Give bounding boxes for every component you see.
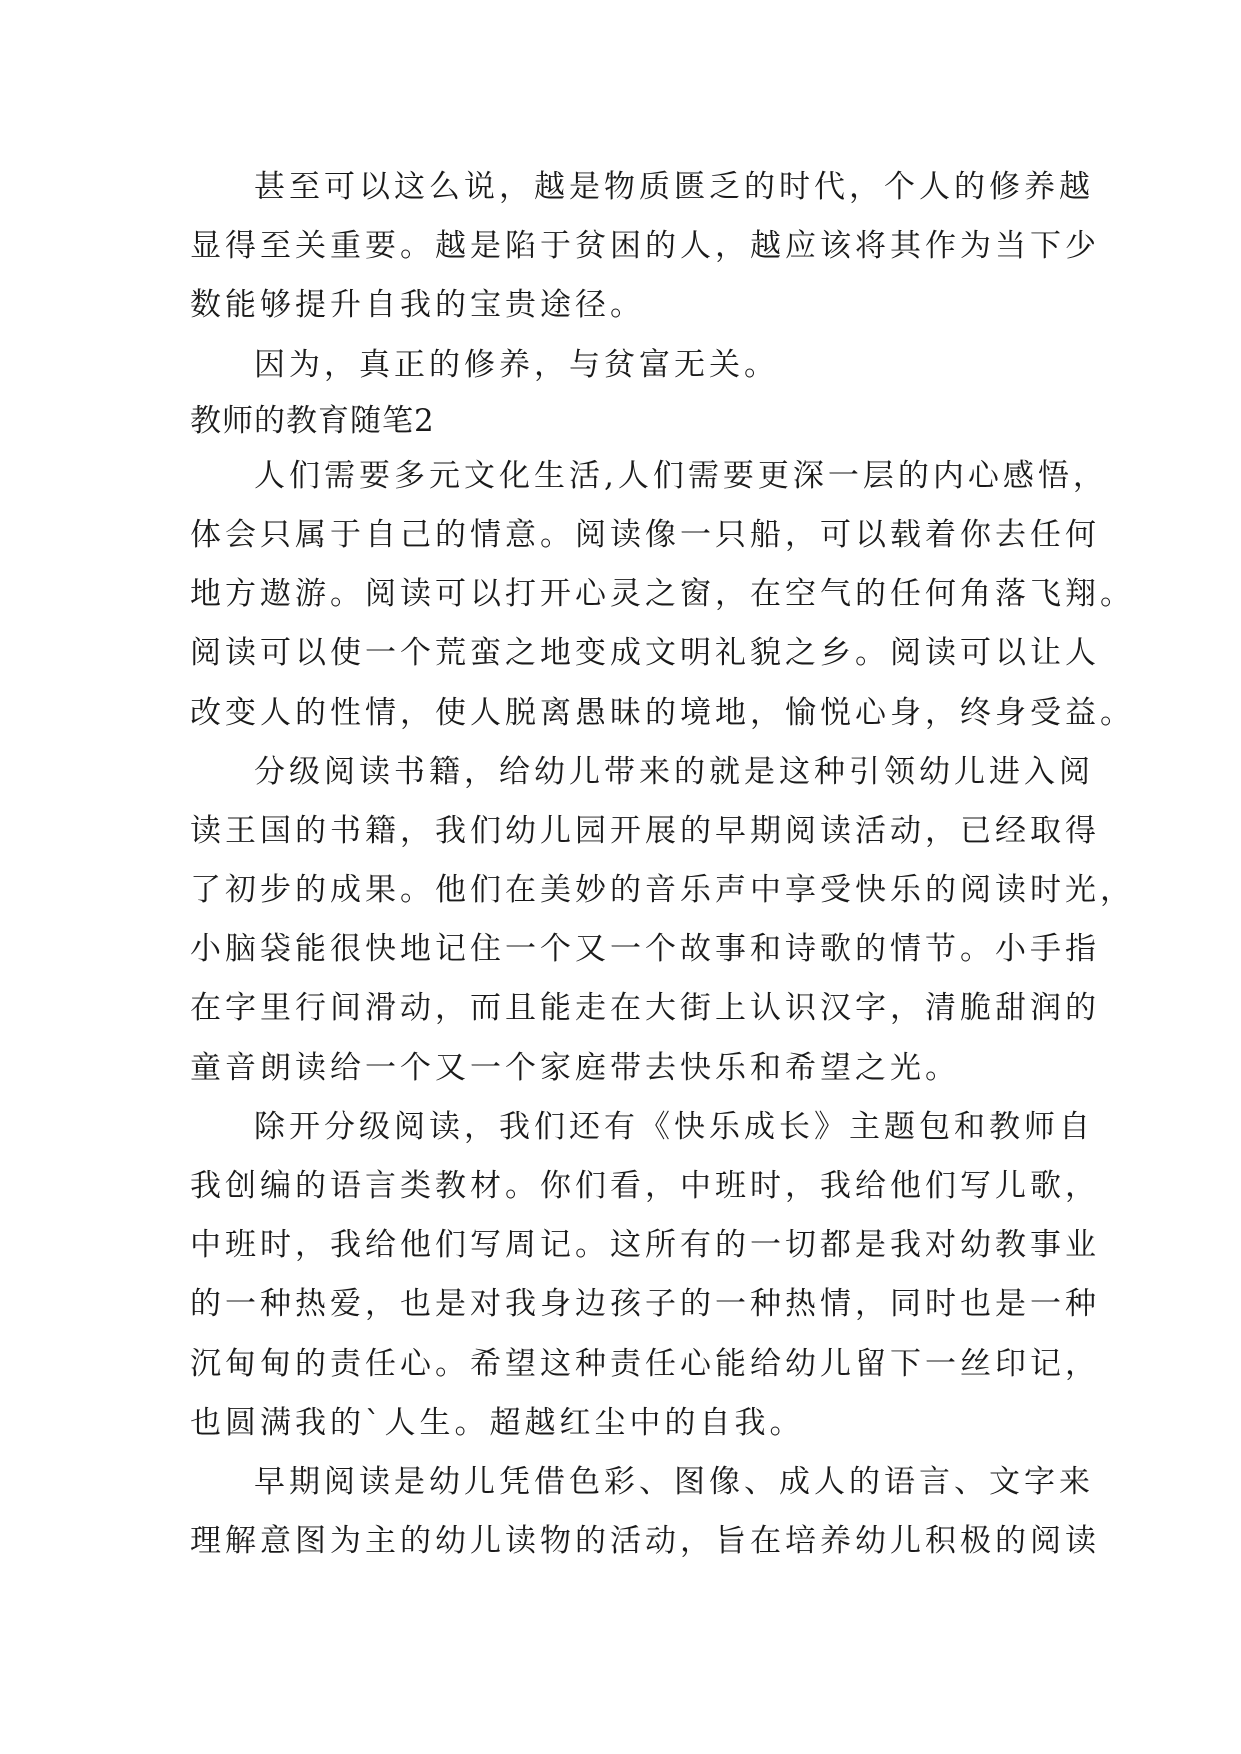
paragraph-line: 分级阅读书籍，给幼儿带来的就是这种引领幼儿进入阅 (254, 753, 1094, 790)
paragraph-line: 中班时，我给他们写周记。这所有的一切都是我对幼教事业 (190, 1227, 1100, 1264)
paragraph-line: 小脑袋能很快地记住一个又一个故事和诗歌的情节。小手指 (190, 931, 1100, 968)
paragraph-line: 甚至可以这么说，越是物质匮乏的时代，个人的修养越 (254, 169, 1094, 205)
paragraph-line: 理解意图为主的幼儿读物的活动，旨在培养幼儿积极的阅读 (190, 1523, 1100, 1560)
paragraph-line: 沉甸甸的责任心。希望这种责任心能给幼儿留下一丝印记， (190, 1345, 1100, 1382)
section-heading: 教师的教育随笔2 (190, 402, 435, 439)
paragraph-line: 除开分级阅读，我们还有《快乐成长》主题包和教师自 (254, 1108, 1094, 1145)
paragraph-line: 在字里行间滑动，而且能走在大街上认识汉字，清脆甜润的 (190, 990, 1100, 1027)
paragraph-line: 体会只属于自己的情意。阅读像一只船，可以载着你去任何 (190, 516, 1100, 553)
paragraph-line: 改变人的性情，使人脱离愚昧的境地，愉悦心身，终身受益。 (190, 694, 1135, 731)
paragraph-line: 地方遨游。阅读可以打开心灵之窗，在空气的任何角落飞翔。 (190, 576, 1135, 613)
paragraph-line: 数能够提升自我的宝贵途径。 (190, 287, 645, 324)
paragraph-line: 我创编的语言类教材。你们看，中班时，我给他们写儿歌， (190, 1168, 1100, 1204)
paragraph-line: 了初步的成果。他们在美妙的音乐声中享受快乐的阅读时光， (190, 872, 1135, 909)
paragraph-line: 显得至关重要。越是陷于贫困的人，越应该将其作为当下少 (190, 228, 1100, 265)
document-body (190, 158, 1135, 1571)
paragraph-line: 早期阅读是幼儿凭借色彩、图像、成人的语言、文字来 (254, 1463, 1094, 1500)
paragraph-line: 童音朗读给一个又一个家庭带去快乐和希望之光。 (190, 1049, 960, 1086)
paragraph-line: 也圆满我的`人生。超越红尘中的自我。 (190, 1404, 805, 1441)
paragraph-line: 因为，真正的修养，与贫富无关。 (254, 346, 779, 383)
paragraph-line: 读王国的书籍，我们幼儿园开展的早期阅读活动，已经取得 (190, 812, 1100, 849)
paragraph-line: 人们需要多元文化生活,人们需要更深一层的内心感悟， (254, 457, 1108, 494)
paragraph-line: 阅读可以使一个荒蛮之地变成文明礼貌之乡。阅读可以让人 (190, 635, 1100, 672)
paragraph-line: 的一种热爱，也是对我身边孩子的一种热情，同时也是一种 (190, 1286, 1100, 1323)
